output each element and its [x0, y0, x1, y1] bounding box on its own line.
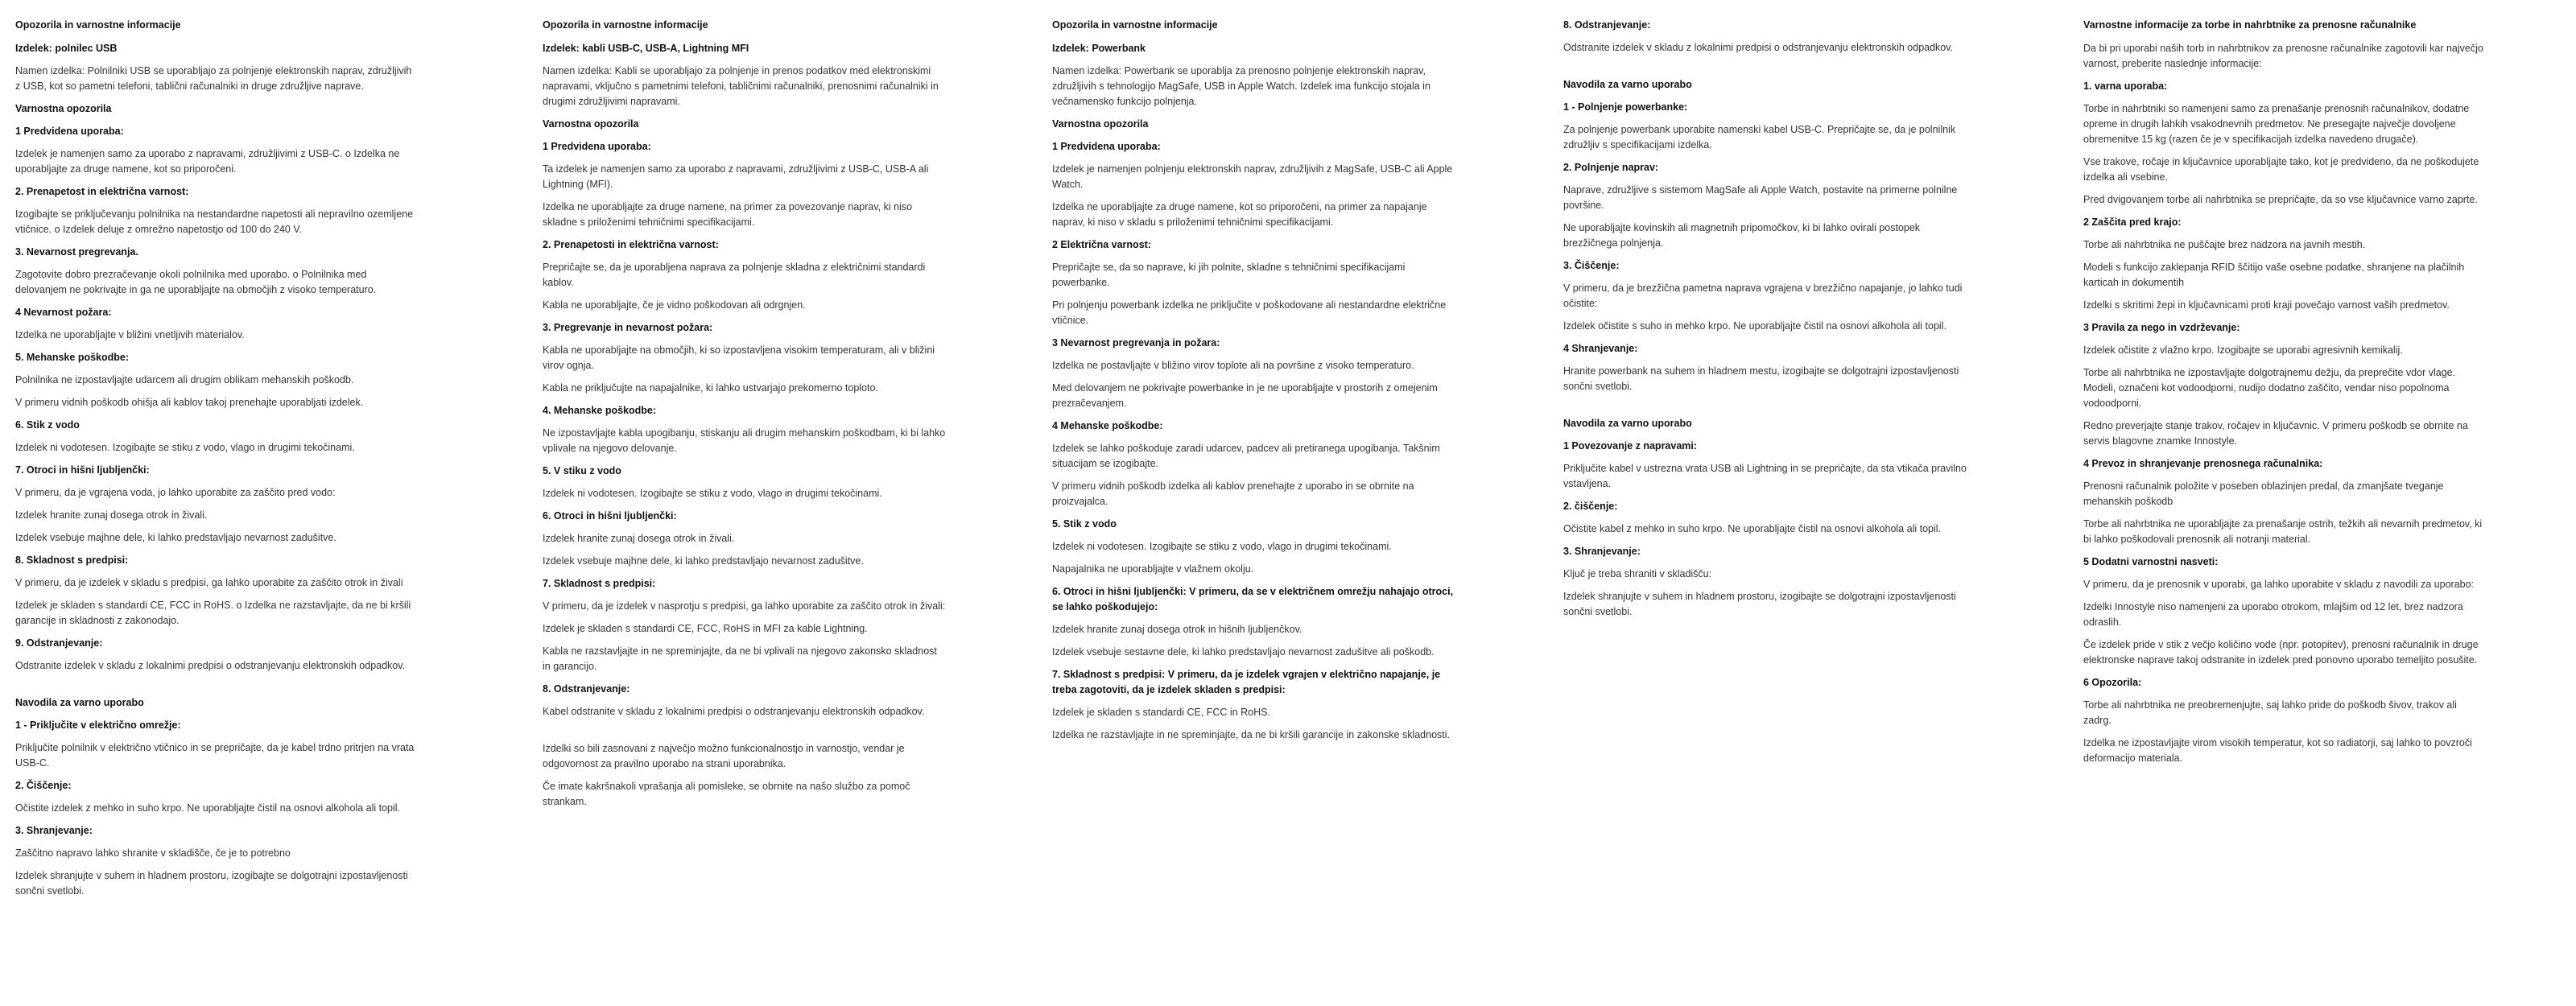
spacer	[543, 727, 947, 741]
paragraph: Torbe ali nahrbtnika ne uporabljajte za prenašanje ostrih, težkih ali nevarnih predmetov, ki bi lahko poškodovali prenosnik ali notranji material.	[2083, 518, 2483, 545]
section-heading: 7. Skladnost s predpisi:	[543, 578, 656, 589]
section-heading: 1 - Polnjenje powerbanke:	[1563, 101, 1688, 113]
section-heading: 4 Mehanske poškodbe:	[1052, 420, 1163, 431]
paragraph: Naprave, združljive s sistemom MagSafe ali Apple Watch, postavite na primerne polnilne površine.	[1563, 184, 1958, 211]
section-heading: 4 Shranjevanje:	[1563, 343, 1638, 354]
section-heading: 1 Povezovanje z napravami:	[1563, 440, 1698, 451]
paragraph: Da bi pri uporabi naših torb in nahrbtnikov za prenosne računalnike zagotovili kar največjo varnost, preberite naslednje informacije:	[2083, 43, 2483, 69]
paragraph: Ta izdelek je namenjen samo za uporabo z napravami, združljivimi z USB-C, USB-A ali Lightning (MFI).	[543, 163, 929, 190]
paragraph: Izdelek vsebuje majhne dele, ki lahko predstavljajo nevarnost zadušitve.	[543, 555, 864, 567]
paragraph: Modeli s funkcijo zaklepanja RFID ščitijo vaše osebne podatke, shranjene na plačilnih karticah in dokumentih	[2083, 262, 2465, 288]
section-heading: 1. varna uporaba:	[2083, 80, 2168, 92]
paragraph: V primeru vidnih poškodb izdelka ali kablov prenehajte z uporabo in se obrnite na proizvajalca.	[1052, 480, 1414, 507]
section-heading: 3. Pregrevanje in nevarnost požara:	[543, 322, 713, 333]
column-powerbank-warnings	[1052, 18, 1456, 750]
section-heading: 5. Mehanske poškodbe:	[15, 352, 130, 363]
paragraph: Izdelka ne izpostavljajte virom visokih temperatur, kot so radiatorji, saj lahko to povzroči deformacijo materiala.	[2083, 737, 2472, 764]
paragraph: Očistite kabel z mehko in suho krpo. Ne uporabljajte čistil na osnovi alkohola ali topil.	[1563, 523, 1941, 534]
paragraph: Prenosni računalnik položite v poseben oblazinjen predal, da zmanjšate tveganje mehanskih poškodb	[2083, 480, 2444, 507]
column-title: Opozorila in varnostne informacije	[1052, 19, 1218, 31]
section-heading: 2. čiščenje:	[1563, 501, 1618, 512]
paragraph: Kabla ne razstavljajte in ne spreminjajte, da ne bi vplivali na njegovo zakonsko skladnost in garancijo.	[543, 645, 937, 672]
section-heading: 2 Električna varnost:	[1052, 239, 1151, 250]
paragraph: Izogibajte se priključevanju polnilnika na nestandardne napetosti ali nepravilno ozemljene vtičnice. o Izdelek deluje z omrežno napetostjo od 100 do 240 V.	[15, 208, 414, 235]
paragraph: Zaščitno napravo lahko shranite v skladišče, če je to potrebno	[15, 847, 291, 859]
paragraph: V primeru, da je izdelek v skladu s predpisi, ga lahko uporabite za zaščito otrok in živali	[15, 577, 403, 588]
paragraph: Izdelek hranite zunaj dosega otrok in živali.	[543, 533, 735, 544]
column-usb-charger-warnings	[15, 18, 419, 906]
column-title: Varnostne informacije za torbe in nahrbtnike za prenosne računalnike	[2083, 19, 2417, 31]
section-heading: 1 - Priključite v električno omrežje:	[15, 719, 181, 731]
column-laptop-bags-safety	[2083, 18, 2487, 773]
paragraph: Izdelek očistite s suho in mehko krpo. Ne uporabljajte čistil na osnovi alkohola ali topil.	[1563, 320, 1946, 332]
paragraph: Ne uporabljajte kovinskih ali magnetnih pripomočkov, ki bi lahko ovirali postopek brezžičnega polnjenja.	[1563, 222, 1921, 249]
paragraph: Zagotovite dobro prezračevanje okoli polnilnika med uporabo. o Polnilnika med delovanjem ne pokrivajte in ga ne uporabljajte na območjih z visoko temperaturo.	[15, 269, 377, 295]
paragraph: V primeru, da je brezžična pametna naprava vgrajena v brezžično napajanje, jo lahko tudi očistite:	[1563, 282, 1963, 309]
section-heading: 2. Prenapetosti in električna varnost:	[543, 239, 719, 250]
paragraph: Odstranite izdelek v skladu z lokalnimi predpisi o odstranjevanju elektronskih odpadkov.	[15, 660, 406, 671]
paragraph: Torbe ali nahrbtnika ne preobremenjujte, saj lahko pride do poškodb šivov, trakov ali zadrg.	[2083, 699, 2457, 726]
spacer	[1563, 63, 1967, 77]
paragraph: Izdelek ni vodotesen. Izogibajte se stiku z vodo, vlago in drugimi tekočinami.	[1052, 541, 1392, 552]
section-heading: 1 Predvidena uporaba:	[15, 126, 124, 137]
paragraph: Izdelka ne razstavljajte in ne spreminjajte, da ne bi kršili garancije in zakonske skladnosti.	[1052, 729, 1451, 740]
section-heading: Izdelek: kabli USB-C, USB-A, Lightning MFI	[543, 43, 749, 54]
section-heading: 3. Čiščenje:	[1563, 260, 1620, 271]
paragraph: Kabla ne priključujte na napajalnike, ki lahko ustvarjajo prekomerno toploto.	[543, 382, 878, 394]
paragraph: V primeru, da je prenosnik v uporabi, ga lahko uporabite v skladu z navodili za uporabo:	[2083, 579, 2475, 590]
paragraph: Izdelka ne postavljajte v bližino virov toplote ali na površine z visoko temperaturo.	[1052, 360, 1414, 371]
section-heading: 2. Polnjenje naprav:	[1563, 162, 1659, 173]
paragraph: Izdelek je skladen s standardi CE, FCC in RoHS. o Izdelka ne razstavljajte, da ne bi kršili garancije in skladnosti z zakonodajo.	[15, 600, 411, 626]
section-heading: 3 Nevarnost pregrevanja in požara:	[1052, 337, 1220, 348]
paragraph: Izdelki s skritimi žepi in ključavnicami proti kraji povečajo varnost vaših predmetov.	[2083, 299, 2450, 311]
section-heading: 7. Skladnost s predpisi: V primeru, da je izdelek vgrajen v električno napajanje, je treba zagotoviti, da je izdelek skladen s predpisi:	[1052, 669, 1441, 695]
paragraph: Izdelka ne uporabljajte za druge namene, kot so priporočeni, na primer za napajanje naprav, ki niso v skladu s priloženimi tehničnimi specifikacijami.	[1052, 201, 1427, 228]
paragraph: Namen izdelka: Powerbank se uporablja za prenosno polnjenje elektronskih naprav, združljivih s tehnologijo MagSafe, USB in Apple Watch. Izdelek ima funkcijo stojala in večnamensko funkcijo polnjenja.	[1052, 65, 1430, 107]
paragraph: Če izdelek pride v stik z večjo količino vode (npr. potopitev), prenosni računalnik in druge elektronske naprave takoj odstranite in izdelek pred ponovno uporabo temeljito posušite.	[2083, 639, 2479, 666]
paragraph: Hranite powerbank na suhem in hladnem mestu, izogibajte se dolgotrajni izpostavljenosti sončni svetlobi.	[1563, 365, 1959, 392]
section-heading: Varnostna opozorila	[543, 118, 639, 130]
section-heading: 9. Odstranjevanje:	[15, 637, 103, 649]
section-heading: 6. Stik z vodo	[15, 419, 80, 431]
paragraph: Izdelek hranite zunaj dosega otrok in hišnih ljubljenčkov.	[1052, 624, 1302, 635]
section-heading: 5 Dodatni varnostni nasveti:	[2083, 556, 2219, 567]
section-heading: 8. Skladnost s predpisi:	[15, 555, 129, 566]
paragraph: Med delovanjem ne pokrivajte powerbanke in je ne uporabljajte v prostorih z omejenim prezračevanjem.	[1052, 382, 1438, 409]
section-heading: 2. Čiščenje:	[15, 780, 72, 791]
section-heading: 4. Mehanske poškodbe:	[543, 405, 657, 416]
paragraph: Izdelek je namenjen samo za uporabo z napravami, združljivimi z USB-C. o Izdelka ne uporabljajte za druge namene, kot so priporočeni.	[15, 148, 400, 175]
paragraph: Pri polnjenju powerbank izdelka ne priključite v poškodovane ali nestandardne električne vtičnice.	[1052, 299, 1447, 326]
paragraph: Torbe ali nahrbtnika ne izpostavljajte dolgotrajnemu dežju, da preprečite vdor vlage. Modeli, označeni kot vodoodporni, nudijo dodatno zaščito, vendar niso popolnoma vodoodporni.	[2083, 367, 2456, 409]
paragraph: V primeru, da je vgrajena voda, jo lahko uporabite za zaščito pred vodo:	[15, 487, 336, 498]
paragraph: Izdelka ne uporabljajte v bližini vnetljivih materialov.	[15, 329, 245, 340]
paragraph: Izdelek je namenjen polnjenju elektronskih naprav, združljivih z MagSafe, USB-C ali Apple Watch.	[1052, 163, 1453, 190]
section-heading: Varnostna opozorila	[1052, 118, 1149, 130]
section-heading: 6. Otroci in hišni ljubljenčki:	[543, 510, 677, 522]
paragraph: Namen izdelka: Polnilniki USB se uporabljajo za polnjenje elektronskih naprav, združljivih z USB, kot so pametni telefoni, tablični računalniki in druge združljive naprave.	[15, 65, 412, 92]
paragraph: Odstranite izdelek v skladu z lokalnimi predpisi o odstranjevanju elektronskih odpadkov.	[1563, 42, 1954, 53]
paragraph: Torbe in nahrbtniki so namenjeni samo za prenašanje prenosnih računalnikov, dodatne opreme in drugih lahkih vsakodnevnih predmetov. Ne presegajte največje dovoljene obremenitve 15 kg (razen če je v specifikacijah izdelka navedeno drugače).	[2083, 103, 2470, 145]
paragraph: Prepričajte se, da je uporabljena naprava za polnjenje skladna z električnimi standardi kablov.	[543, 262, 926, 288]
paragraph: Redno preverjajte stanje trakov, ročajev in ključavnic. V primeru poškodb se obrnite na servis blagovne znamke Innostyle.	[2083, 420, 2468, 447]
paragraph: Kabla ne uporabljajte na območjih, ki so izpostavljena visokim temperaturam, ali v bližini virov ognja.	[543, 344, 935, 371]
section-heading: Navodila za varno uporabo	[1563, 79, 1692, 90]
paragraph: Očistite izdelek z mehko in suho krpo. Ne uporabljajte čistil na osnovi alkohola ali topil.	[15, 802, 401, 814]
paragraph: Izdelek vsebuje majhne dele, ki lahko predstavljajo nevarnost zadušitve.	[15, 532, 336, 543]
section-heading: 4 Nevarnost požara:	[15, 307, 112, 318]
section-heading: 3 Pravila za nego in vzdrževanje:	[2083, 322, 2240, 333]
paragraph: Izdelek je skladen s standardi CE, FCC in RoHS.	[1052, 707, 1270, 718]
section-heading: 4 Prevoz in shranjevanje prenosnega računalnika:	[2083, 458, 2323, 469]
paragraph: Kabla ne uporabljajte, če je vidno poškodovan ali odrgnjen.	[543, 299, 806, 311]
section-heading: 3. Shranjevanje:	[15, 825, 93, 836]
section-heading: 2. Prenapetost in električna varnost:	[15, 186, 189, 197]
paragraph: V primeru, da je izdelek v nasprotju s predpisi, ga lahko uporabite za zaščito otrok in živali:	[543, 600, 946, 612]
column-cables-warnings	[543, 18, 947, 817]
section-heading: 5. Stik z vodo	[1052, 518, 1117, 530]
section-heading: 8. Odstranjevanje:	[1563, 19, 1651, 31]
paragraph: Priključite polnilnik v električno vtičnico in se prepričajte, da je kabel trdno pritrjen na vrata USB-C.	[15, 742, 415, 769]
column-powerbank-and-cable-usage	[1563, 18, 1967, 627]
paragraph: Priključite kabel v ustrezna vrata USB ali Lightning in se prepričajte, da sta vtikača pravilno vstavljena.	[1563, 463, 1967, 489]
paragraph: Izdelki Innostyle niso namenjeni za uporabo otrokom, mlajšim od 12 let, brez nadzora odraslih.	[2083, 601, 2463, 628]
column-title: Opozorila in varnostne informacije	[15, 19, 181, 31]
paragraph: Torbe ali nahrbtnika ne puščajte brez nadzora na javnih mestih.	[2083, 239, 2366, 250]
paragraph: Izdelek ni vodotesen. Izogibajte se stiku z vodo, vlago in drugimi tekočinami.	[543, 488, 882, 499]
paragraph: Izdelka ne uporabljajte za druge namene, na primer za povezovanje naprav, ki niso skladne s priloženimi tehničnimi specifikacijami.	[543, 201, 913, 228]
section-heading: 6 Opozorila:	[2083, 677, 2142, 688]
paragraph: Izdelek shranjujte v suhem in hladnem prostoru, izogibajte se dolgotrajni izpostavljenosti sončni svetlobi.	[1563, 591, 1956, 617]
paragraph: Polnilnika ne izpostavljajte udarcem ali drugim oblikam mehanskih poškodb.	[15, 374, 354, 385]
section-heading: Varnostna opozorila	[15, 103, 112, 114]
paragraph: Če imate kakršnakoli vprašanja ali pomisleke, se obrnite na našo službo za pomoč strankam.	[543, 781, 910, 807]
spacer	[1563, 402, 1967, 416]
section-heading: 2 Zaščita pred krajo:	[2083, 216, 2182, 228]
section-heading: 1 Predvidena uporaba:	[543, 141, 651, 152]
section-heading: Izdelek: polnilec USB	[15, 43, 118, 54]
section-heading: 3. Nevarnost pregrevanja.	[15, 246, 138, 258]
paragraph: Izdelek vsebuje sestavne dele, ki lahko predstavljajo nevarnost zadušitve ali poškodb.	[1052, 646, 1435, 658]
section-heading: 8. Odstranjevanje:	[543, 683, 630, 695]
section-heading: 7. Otroci in hišni ljubljenčki:	[15, 464, 150, 476]
paragraph: Ne izpostavljajte kabla upogibanju, stiskanju ali drugim mehanskim poškodbam, ki bi lahko vplivale na njegovo delovanje.	[543, 427, 946, 454]
paragraph: Izdelek očistite z vlažno krpo. Izogibajte se uporabi agresivnih kemikalij.	[2083, 344, 2403, 356]
paragraph: Izdelki so bili zasnovani z največjo možno funkcionalnostjo in varnostjo, vendar je odgovornost za pravilno uporabo na strani uporabnika.	[543, 743, 905, 769]
paragraph: Prepričajte se, da so naprave, ki jih polnite, skladne s tehničnimi specifikacijami powerbanke.	[1052, 262, 1406, 288]
column-title: Opozorila in varnostne informacije	[543, 19, 708, 31]
spacer	[15, 681, 419, 695]
paragraph: Namen izdelka: Kabli se uporabljajo za polnjenje in prenos podatkov med elektronskimi napravami, vključno s pametnimi telefoni, tabličnimi računalniki, prenosnimi računalniki in drugimi združljivimi napravami.	[543, 65, 939, 107]
section-heading: 6. Otroci in hišni ljubljenčki: V primeru, da se v električnem omrežju nahajajo otroci, se lahko poškodujejo:	[1052, 586, 1454, 612]
paragraph: V primeru vidnih poškodb ohišja ali kablov takoj prenehajte uporabljati izdelek.	[15, 397, 364, 408]
section-heading: 3. Shranjevanje:	[1563, 546, 1641, 557]
section-heading: 5. V stiku z vodo	[543, 465, 621, 476]
section-heading: 1 Predvidena uporaba:	[1052, 141, 1161, 152]
paragraph: Pred dvigovanjem torbe ali nahrbtnika se prepričajte, da so vse ključavnice varno zaprte.	[2083, 194, 2478, 205]
paragraph: Izdelek shranjujte v suhem in hladnem prostoru, izogibajte se dolgotrajni izpostavljenosti sončni svetlobi.	[15, 870, 408, 897]
paragraph: Izdelek se lahko poškoduje zaradi udarcev, padcev ali pretiranega upogibanja. Takšnim situacijam se izogibajte.	[1052, 443, 1440, 469]
paragraph: Izdelek ni vodotesen. Izogibajte se stiku z vodo, vlago in drugimi tekočinami.	[15, 442, 355, 453]
section-heading: Navodila za varno uporabo	[1563, 418, 1692, 429]
paragraph: Ključ je treba shraniti v skladišču:	[1563, 568, 1712, 579]
paragraph: Za polnjenje powerbank uporabite namenski kabel USB-C. Prepričajte se, da je polnilnik združljiv s specifikacijami izdelka.	[1563, 124, 1956, 150]
paragraph: Izdelek hranite zunaj dosega otrok in živali.	[15, 509, 208, 521]
paragraph: Vse trakove, ročaje in ključavnice uporabljajte tako, kot je predvideno, da ne poškodujete izdelka ali vsebine.	[2083, 156, 2479, 183]
paragraph: Izdelek je skladen s standardi CE, FCC, RoHS in MFI za kable Lightning.	[543, 623, 868, 634]
paragraph: Kabel odstranite v skladu z lokalnimi predpisi o odstranjevanju elektronskih odpadkov.	[543, 706, 925, 717]
section-heading: Izdelek: Powerbank	[1052, 43, 1146, 54]
section-heading: Navodila za varno uporabo	[15, 697, 144, 708]
paragraph: Napajalnika ne uporabljajte v vlažnem okolju.	[1052, 563, 1254, 575]
